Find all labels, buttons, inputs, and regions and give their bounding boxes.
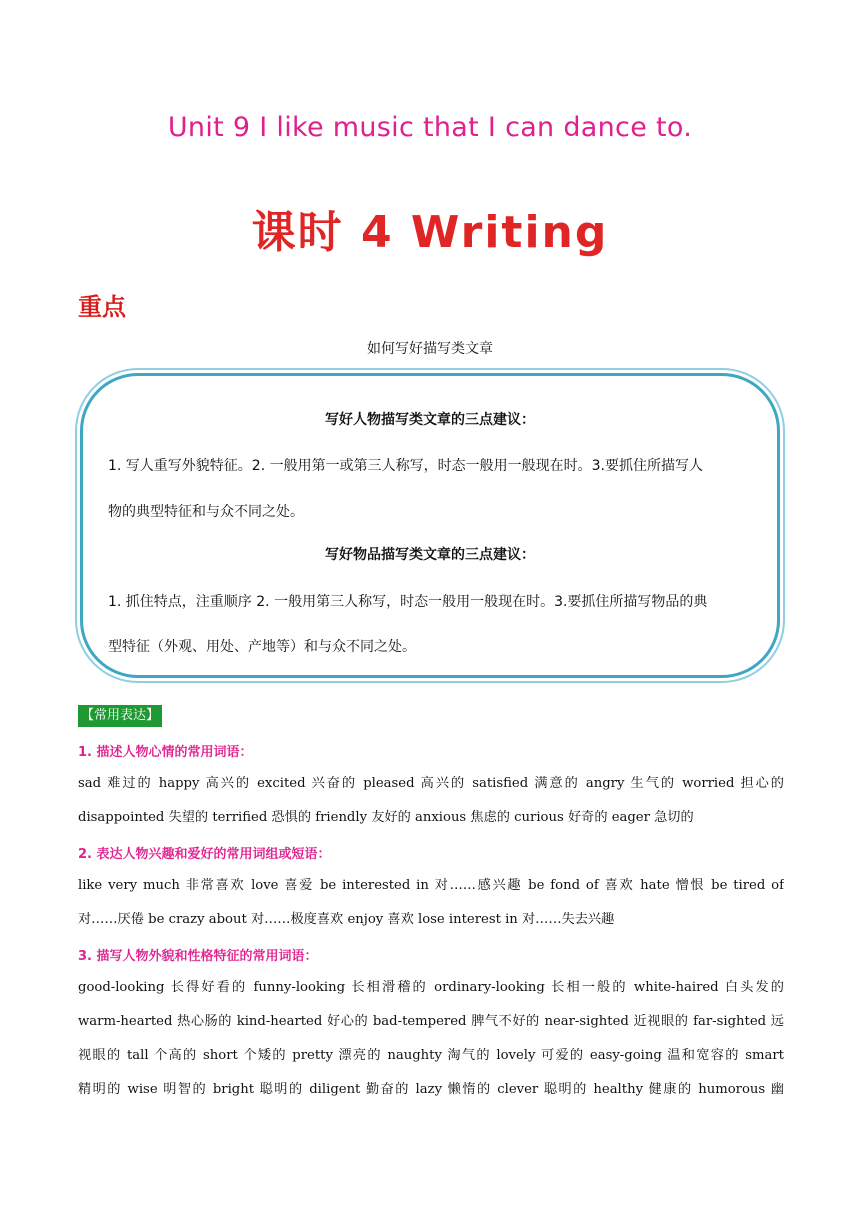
category-1-title: 1. 描述人物心情的常用词语：: [78, 745, 253, 760]
object-tips-text-2: 型特征（外观、用处、产地等）和与众不同之处。: [108, 639, 416, 655]
unit-title: Unit 9 I like music that I can dance to.: [167, 112, 693, 143]
object-tips-text-1: 1. 抓住特点，注重顺序 2. 一般用第三人称写，时态一般用一般现在时。3.要抓住所描写物品的典: [108, 594, 708, 610]
lesson-title: 课时 4 Writing: [251, 207, 609, 258]
person-tips-heading: 写好人物描写类文章的三点建议：: [325, 412, 535, 428]
category-3-line-3: 视眼的 tall 个高的 short 个矮的 pretty 漂亮的 naughty 淘气的 lovely 可爱的 easy-going 温和宽容的 smart: [78, 1048, 784, 1063]
category-2-line-2: 对……厌倦 be crazy about 对……极度喜欢 enjoy 喜欢 lose interest in 对……失去兴趣: [78, 912, 615, 927]
category-1-line-1: sad 难过的 happy 高兴的 excited 兴奋的 pleased 高兴的 satisfied 满意的 angry 生气的 worried 担心的: [78, 776, 784, 791]
category-3-line-1: good-looking 长得好看的 funny-looking 长相滑稽的 ordinary-looking 长相一般的 white-haired 白头发的: [78, 980, 784, 995]
key-points-heading: 重点: [78, 293, 126, 321]
person-tips-text-1: 1. 写人重写外貌特征。2. 一般用第一或第三人称写，时态一般用一般现在时。3.要抓住所描写人: [108, 458, 703, 474]
category-2-line-1: like very much 非常喜欢 love 喜爱 be interested in 对……感兴趣 be fond of 喜欢 hate 憎恨 be tired of: [78, 878, 784, 893]
category-2-title: 2. 表达人物兴趣和爱好的常用词组或短语：: [78, 847, 331, 862]
common-expressions-badge: 【常用表达】: [78, 705, 162, 727]
person-tips-text-2: 物的典型特征和与众不同之处。: [108, 504, 304, 520]
section-subtitle: 如何写好描写类文章: [367, 341, 493, 357]
category-1-line-2: disappointed 失望的 terrified 恐惧的 friendly 友好的 anxious 焦虑的 curious 好奇的 eager 急切的: [78, 810, 694, 825]
object-tips-heading: 写好物品描写类文章的三点建议：: [325, 547, 535, 563]
category-3-line-4: 精明的 wise 明智的 bright 聪明的 diligent 勤奋的 lazy 懒惰的 clever 聪明的 healthy 健康的 humorous 幽: [78, 1082, 784, 1097]
category-3-title: 3. 描写人物外貌和性格特征的常用词语：: [78, 949, 318, 964]
category-3-line-2: warm-hearted 热心肠的 kind-hearted 好心的 bad-tempered 脾气不好的 near-sighted 近视眼的 far-sighted 远: [78, 1014, 784, 1029]
